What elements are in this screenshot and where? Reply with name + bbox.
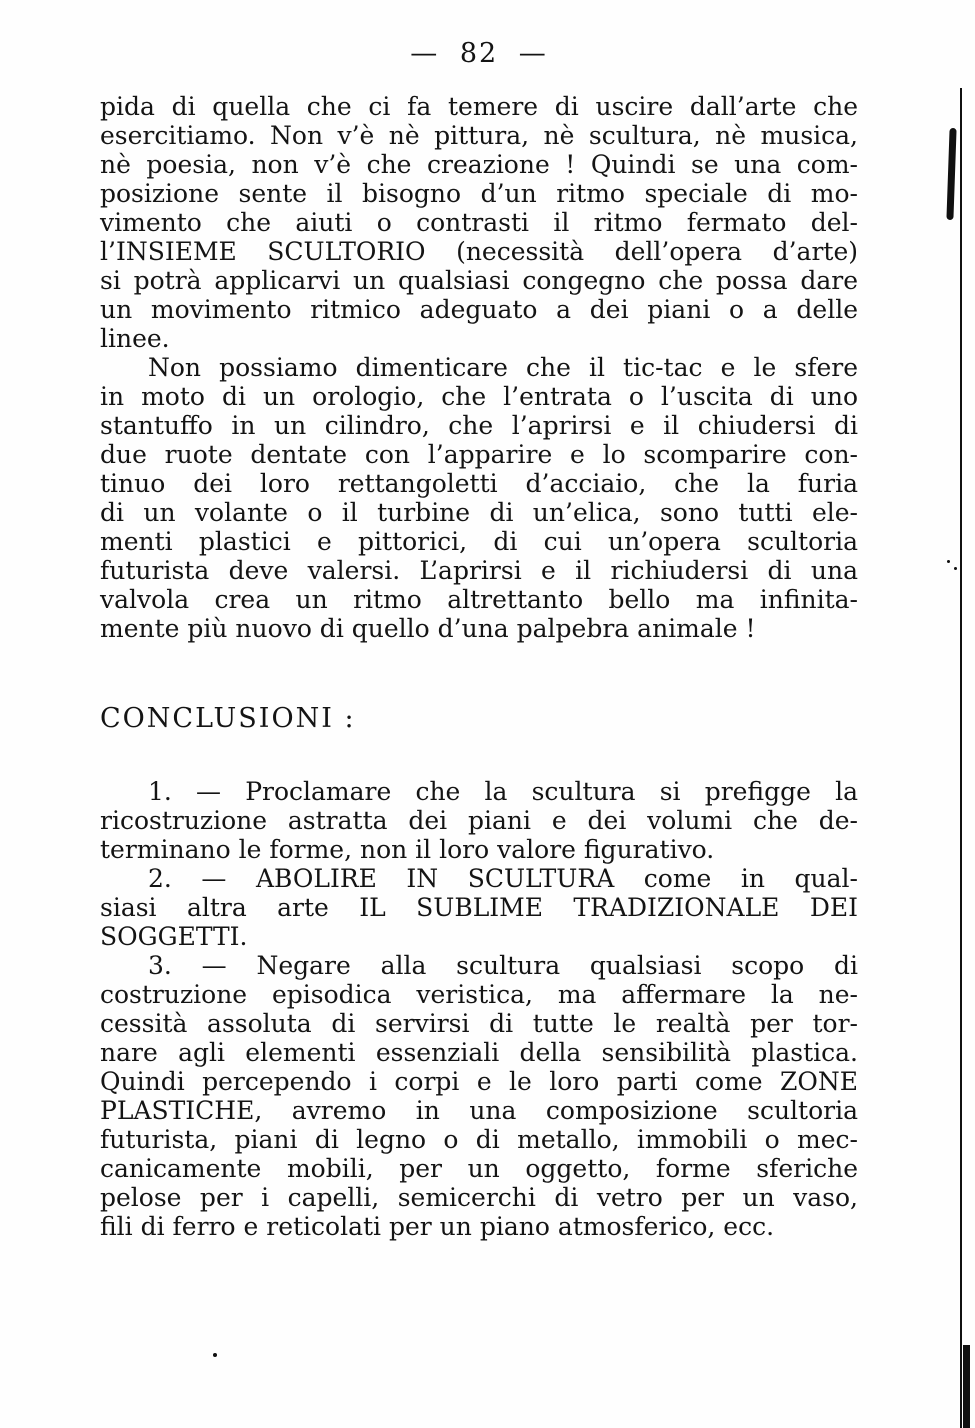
- text-block: [100, 92, 858, 1241]
- text-line: futurista, piani di legno o di metallo, immobili o mec-: [100, 1125, 858, 1154]
- text-line: siasi altra arte IL SUBLIME TRADIZIONALE DEI: [100, 893, 858, 922]
- text-line: SOGGETTI.: [100, 922, 248, 951]
- text-line: in moto di un orologio, che l’entrata o l’uscita di uno: [100, 382, 858, 411]
- text-line: PLASTICHE, avremo in una composizione scultoria: [100, 1096, 858, 1125]
- paragraph: [100, 777, 858, 864]
- paragraph: [100, 951, 858, 1241]
- text-line: 1. — Proclamare che la scultura si prefigge la: [148, 777, 858, 806]
- text-line: costruzione episodica veristica, ma affermare la ne-: [100, 980, 858, 1009]
- text-line: posizione sente il bisogno d’un ritmo speciale di mo-: [100, 179, 858, 208]
- text-line: l’INSIEME SCULTORIO (necessità dell’opera d’arte): [100, 237, 858, 266]
- scan-artifact-dot: [947, 560, 950, 563]
- text-line: menti plastici e pittorici, di cui un’opera scultoria: [100, 527, 858, 556]
- text-line: mente più nuovo di quello d’una palpebra animale !: [100, 614, 756, 643]
- scan-artifact-top-right-blob: [946, 128, 956, 220]
- text-line: Quindi percependo i corpi e le loro parti come ZONE: [100, 1067, 858, 1096]
- text-line: pida di quella che ci fa temere di uscire dall’arte che: [100, 92, 858, 121]
- page-number: — 82 —: [410, 38, 548, 69]
- text-line: due ruote dentate con l’apparire e lo scomparire con-: [100, 440, 858, 469]
- text-line: canicamente mobili, per un oggetto, forme sferiche: [100, 1154, 858, 1183]
- paragraph: [100, 92, 858, 353]
- text-line: stantuffo in un cilindro, che l’aprirsi e il chiudersi di: [100, 411, 858, 440]
- text-line: pelose per i capelli, semicerchi di vetro per un vaso,: [100, 1183, 858, 1212]
- text-line: ricostruzione astratta dei piani e dei volumi che de-: [100, 806, 858, 835]
- text-line: valvola crea un ritmo altrettanto bello ma infinita-: [100, 585, 858, 614]
- paragraph: [100, 864, 858, 951]
- text-line: terminano le forme, non il loro valore figurativo.: [100, 835, 715, 864]
- scan-artifact-right-edge-line: [960, 88, 962, 1428]
- text-line: si potrà applicarvi un qualsiasi congegno che possa dare: [100, 266, 858, 295]
- text-line: futurista deve valersi. L’aprirsi e il richiudersi di una: [100, 556, 858, 585]
- text-line: Non possiamo dimenticare che il tic-tac e le sfere: [148, 353, 858, 382]
- section-heading: CONCLUSIONI :: [100, 703, 356, 734]
- text-line: nare agli elementi essenziali della sensibilità plastica.: [100, 1038, 858, 1067]
- text-line: 2. — ABOLIRE IN SCULTURA come in qual-: [148, 864, 858, 893]
- text-line: fili di ferro e reticolati per un piano atmosferico, ecc.: [100, 1212, 775, 1241]
- text-line: cessità assoluta di servirsi di tutte le realtà per tor-: [100, 1009, 858, 1038]
- scan-artifact-dot: [213, 1353, 217, 1357]
- text-line: nè poesia, non v’è che creazione ! Quindi se una com-: [100, 150, 858, 179]
- text-line: esercitiamo. Non v’è nè pittura, nè scultura, nè musica,: [100, 121, 858, 150]
- scan-artifact-dot: [954, 567, 957, 570]
- text-line: un movimento ritmico adeguato a dei piani o a delle: [100, 295, 858, 324]
- text-line: vimento che aiuti o contrasti il ritmo fermato del-: [100, 208, 858, 237]
- text-line: tinuo dei loro rettangoletti d’acciaio, che la furia: [100, 469, 858, 498]
- text-line: di un volante o il turbine di un’elica, sono tutti ele-: [100, 498, 858, 527]
- paragraph: [100, 353, 858, 643]
- text-line: 3. — Negare alla scultura qualsiasi scopo di: [148, 951, 858, 980]
- text-line: linee.: [100, 324, 170, 353]
- scan-artifact-bottom-right-bar: [963, 1345, 970, 1428]
